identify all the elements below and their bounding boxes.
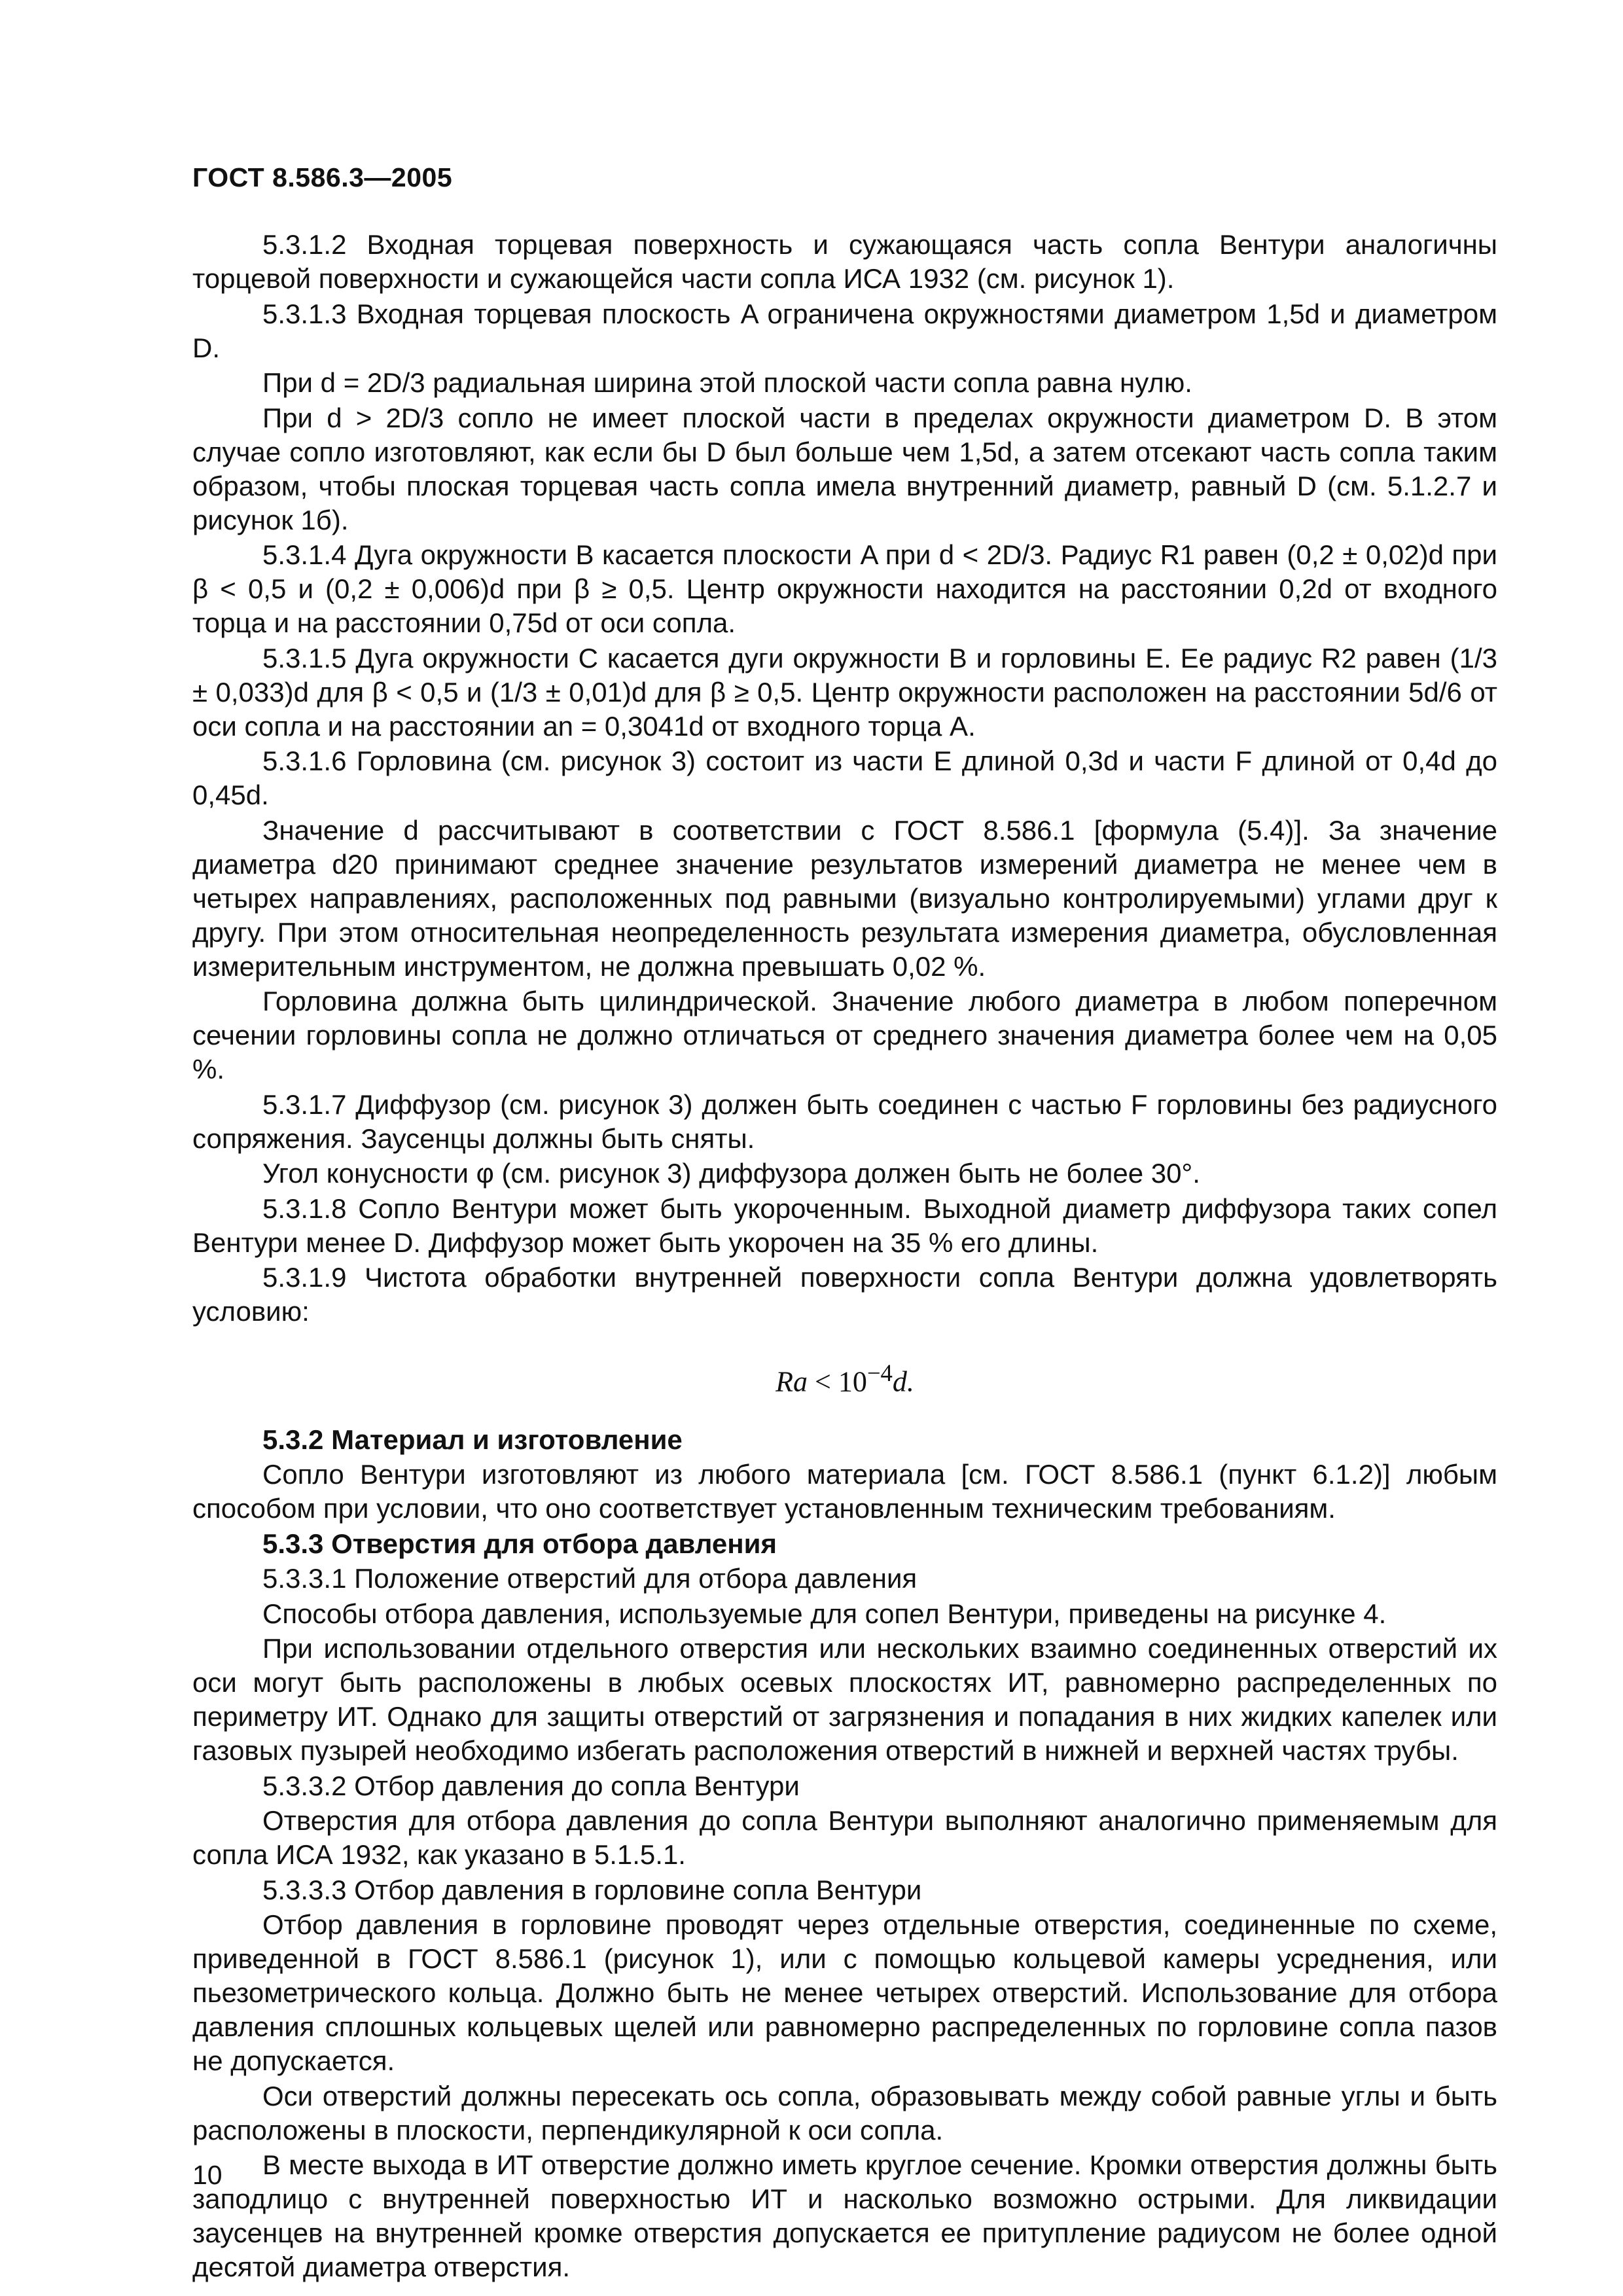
paragraph: 5.3.1.6 Горловина (см. рисунок 3) состоит из части E длиной 0,3d и части F длиной от 0,4d до 0,45d.	[192, 745, 1497, 810]
formula-variable: Ra	[776, 1365, 808, 1398]
paragraph: 5.3.1.2 Входная торцевая поверхность и сужающаяся часть сопла Вентури аналогичны торцевой поверхности и сужающейся части сопла ИСА 1932 (см. рисунок 1).	[192, 229, 1497, 294]
paragraph: Способы отбора давления, используемые для сопел Вентури, приведены на рисунке 4.	[262, 1598, 1387, 1629]
paragraph: 5.3.1.9 Чистота обработки внутренней поверхности сопла Вентури должна удовлетворять условию:	[192, 1262, 1497, 1327]
paragraph: Оси отверстий должны пересекать ось сопла, образовывать между собой равные углы и быть расположены в плоскости, перпендикулярной к оси сопла.	[192, 2080, 1497, 2145]
paragraph: При использовании отдельного отверстия или нескольких взаимно соединенных отверстий их оси могут быть расположены в любых осевых плоскостях ИТ, равномерно распределенных по периметру ИТ. Однако для защиты отверстий от загрязнения и попадания в них жидких капелек или газовых пузырей необходимо избегать расположения отверстий в нижней и верхней частях трубы.	[192, 1633, 1497, 1767]
paragraph: При d > 2D/3 сопло не имеет плоской части в пределах окружности диаметром D. В этом случае сопло изготовляют, как если бы D был больше чем 1,5d, а затем отсекают часть сопла таким образом, чтобы плоская торцевая часть сопла имела внутренний диаметр, равный D (см. 5.1.2.7 и рисунок 1б).	[192, 402, 1497, 535]
document-body	[192, 228, 1497, 2286]
paragraph: В месте выхода в ИТ отверстие должно иметь круглое сечение. Кромки отверстия должны быть заподлицо с внутренней поверхностью ИТ и насколько возможно острыми. Для ликвидации заусенцев на внутренней кромке отверстия допускается ее притупление радиусом не более одной десятой диаметра отверстия.	[192, 2149, 1497, 2283]
paragraph: 5.3.3.3 Отбор давления в горловине сопла Вентури	[262, 1874, 922, 1905]
paragraph: 5.3.3.2 Отбор давления до сопла Вентури	[262, 1770, 800, 1801]
paragraph: Горловина должна быть цилиндрической. Значение любого диаметра в любом поперечном сечении горловины сопла не должно отличаться от среднего значения диаметра более чем на 0,05 %.	[192, 986, 1497, 1085]
paragraph: 5.3.1.4 Дуга окружности B касается плоскости A при d < 2D/3. Радиус R1 равен (0,2 ± 0,02)d при β < 0,5 и (0,2 ± 0,006)d при β ≥ 0,5. Центр окружности находится на расстоянии 0,2d от входного торца и на расстоянии 0,75d от оси сопла.	[192, 539, 1497, 638]
document-header: ГОСТ 8.586.3—2005	[192, 162, 453, 192]
section-heading: 5.3.3 Отверстия для отбора давления	[262, 1528, 777, 1559]
paragraph: Сопло Вентури изготовляют из любого материала [см. ГОСТ 8.586.1 (пункт 6.1.2)] любым способом при условии, что оно соответствует установленным техническим требованиям.	[192, 1459, 1497, 1524]
paragraph: Отбор давления в горловине проводят через отдельные отверстия, соединенные по схеме, приведенной в ГОСТ 8.586.1 (рисунок 1), или с помощью кольцевой камеры усреднения, или пьезометрического кольца. Должно быть не менее четырех отверстий. Использование для отбора давления сплошных кольцевых щелей или равномерно распределенных по горловине сопла пазов не допускается.	[192, 1909, 1497, 2077]
paragraph: При d = 2D/3 радиальная ширина этой плоской части сопла равна нулю.	[262, 367, 1192, 398]
section-heading: 5.3.2 Материал и изготовление	[262, 1424, 683, 1455]
formula-tail: d.	[892, 1365, 914, 1398]
paragraph: 5.3.1.3 Входная торцевая плоскость A ограничена окружностями диаметром 1,5d и диаметром D.	[192, 298, 1497, 363]
formula-relation: < 10	[808, 1365, 867, 1398]
roughness-formula	[192, 1356, 1497, 1399]
paragraph: 5.3.3.1 Положение отверстий для отбора давления	[262, 1563, 918, 1594]
paragraph: 5.3.1.5 Дуга окружности C касается дуги окружности B и горловины E. Ее радиус R2 равен (1/3 ± 0,033)d для β < 0,5 и (1/3 ± 0,01)d для β ≥ 0,5. Центр окружности расположен на расстоянии 5d/6 от оси сопла и на расстоянии an = 0,3041d от входного торца A.	[192, 642, 1497, 742]
paragraph: Отверстия для отбора давления до сопла Вентури выполняют аналогично применяемым для сопла ИСА 1932, как указано в 5.1.5.1.	[192, 1805, 1497, 1871]
paragraph: 5.3.1.7 Диффузор (см. рисунок 3) должен быть соединен с частью F горловины без радиусного сопряжения. Заусенцы должны быть сняты.	[192, 1088, 1497, 1154]
paragraph: Угол конусности φ (см. рисунок 3) диффузора должен быть не более 30°.	[262, 1158, 1200, 1189]
page-number: 10	[192, 2160, 223, 2190]
formula-exponent: −4	[866, 1359, 893, 1386]
paragraph: Значение d рассчитывают в соответствии с ГОСТ 8.586.1 [формула (5.4)]. За значение диаметра d20 принимают среднее значение результатов измерений диаметра не менее чем в четырех направлениях, расположенных под равными (визуально контролируемыми) углами друг к другу. При этом относительная неопределенность результата измерения диаметра, обусловленная измерительным инструментом, не должна превышать 0,02 %.	[192, 814, 1497, 982]
paragraph: 5.3.1.8 Сопло Вентури может быть укороченным. Выходной диаметр диффузора таких сопел Вентури менее D. Диффузор может быть укорочен на 35 % его длины.	[192, 1193, 1497, 1258]
